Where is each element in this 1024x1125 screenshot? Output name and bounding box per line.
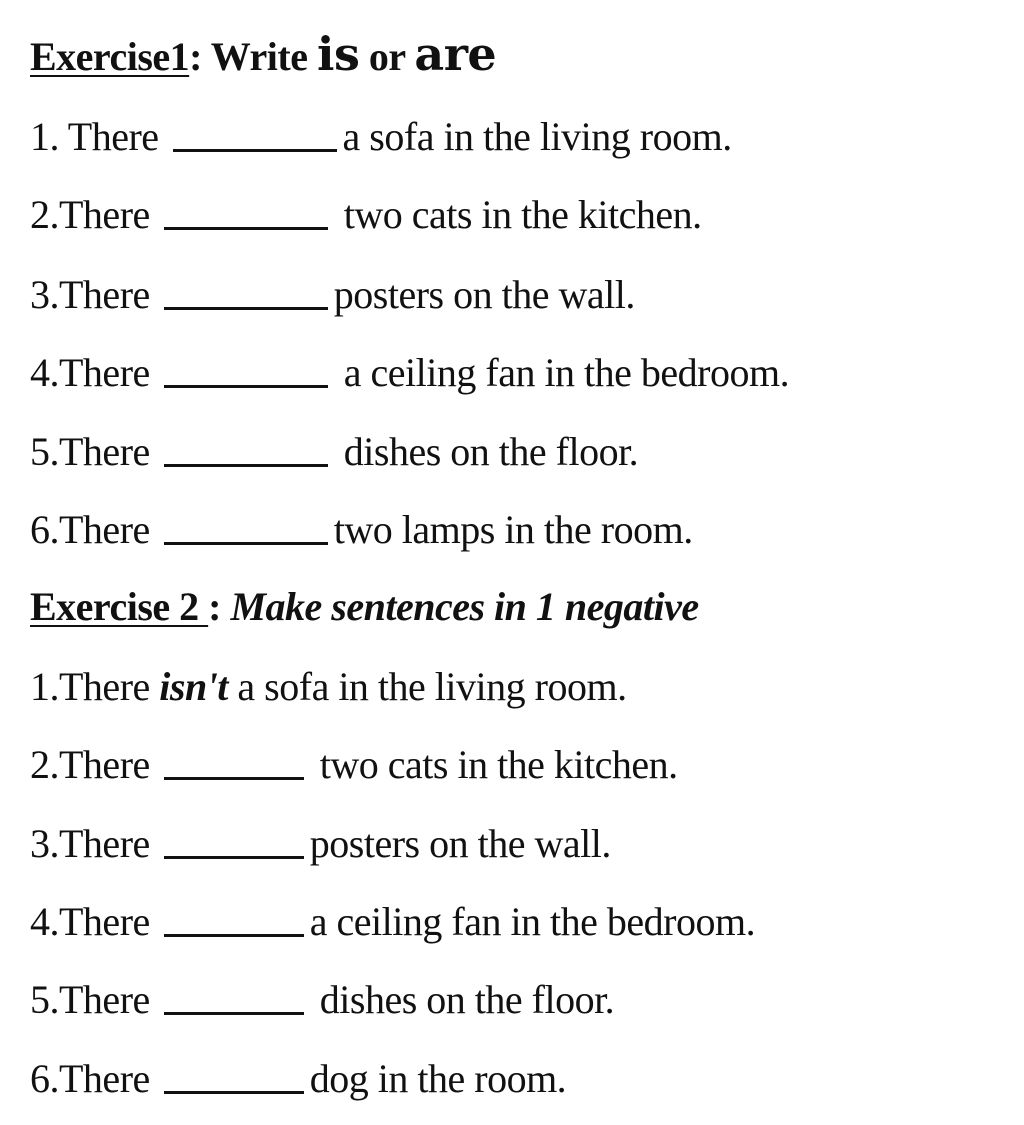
- item-end: dishes on the floor.: [343, 429, 639, 474]
- example-keyword: isn't: [159, 664, 228, 709]
- answer-blank[interactable]: [164, 934, 304, 937]
- exercise1-heading: [30, 27, 497, 81]
- exercise1-item-1: [30, 113, 732, 161]
- item-end: two lamps in the room.: [333, 507, 693, 552]
- answer-blank[interactable]: [164, 542, 328, 545]
- exercise1-item-2: [30, 191, 702, 239]
- item-start: 1. There: [30, 114, 159, 159]
- exercise1-instruction: : Write: [189, 34, 317, 79]
- exercise2-instruction: Make sentences in 1 negative: [230, 584, 699, 629]
- item-start: 4.There: [30, 899, 150, 944]
- item-end: dishes on the floor.: [319, 977, 615, 1022]
- item-end: two cats in the kitchen.: [319, 742, 678, 787]
- exercise1-title: Exercise1: [30, 34, 190, 79]
- item-end: a ceiling fan in the bedroom.: [343, 350, 790, 395]
- exercise2-heading: [30, 583, 699, 631]
- exercise2-item-4: [30, 898, 755, 946]
- answer-blank[interactable]: [164, 1012, 304, 1015]
- item-start: 5.There: [30, 977, 150, 1022]
- item-start: 3.There: [30, 272, 150, 317]
- word-is: is: [316, 27, 360, 81]
- answer-blank[interactable]: [164, 777, 304, 780]
- exercise2-title: Exercise 2: [30, 584, 209, 629]
- answer-blank[interactable]: [164, 307, 328, 310]
- exercise1-item-4: [30, 349, 789, 397]
- item-end: posters on the wall.: [309, 821, 611, 866]
- word-or: or: [359, 34, 415, 79]
- answer-blank[interactable]: [164, 227, 328, 230]
- exercise1-item-6: [30, 506, 693, 554]
- item-start: 3.There: [30, 821, 150, 866]
- exercise2-item-5: [30, 976, 614, 1024]
- answer-blank[interactable]: [164, 856, 304, 859]
- answer-blank[interactable]: [164, 464, 328, 467]
- answer-blank[interactable]: [164, 385, 328, 388]
- item-start: 1.There: [30, 664, 160, 709]
- item-end: a ceiling fan in the bedroom.: [309, 899, 756, 944]
- item-start: 6.There: [30, 1056, 150, 1101]
- item-start: 4.There: [30, 350, 150, 395]
- exercise2-colon: :: [208, 584, 231, 629]
- exercise2-example: [30, 663, 627, 711]
- item-start: 5.There: [30, 429, 150, 474]
- item-start: 2.There: [30, 742, 150, 787]
- item-start: 2.There: [30, 192, 150, 237]
- word-are: are: [414, 27, 497, 81]
- exercise1-item-3: [30, 271, 635, 319]
- answer-blank[interactable]: [173, 149, 337, 152]
- exercise2-item-3: [30, 820, 611, 868]
- item-start: 6.There: [30, 507, 150, 552]
- item-end: a sofa in the living room.: [227, 664, 627, 709]
- item-end: two cats in the kitchen.: [343, 192, 702, 237]
- item-end: a sofa in the living room.: [342, 114, 732, 159]
- answer-blank[interactable]: [164, 1091, 304, 1094]
- item-end: posters on the wall.: [333, 272, 635, 317]
- exercise2-item-2: [30, 741, 678, 789]
- exercise2-item-6: [30, 1055, 566, 1103]
- exercise1-item-5: [30, 428, 638, 476]
- item-end: dog in the room.: [309, 1056, 567, 1101]
